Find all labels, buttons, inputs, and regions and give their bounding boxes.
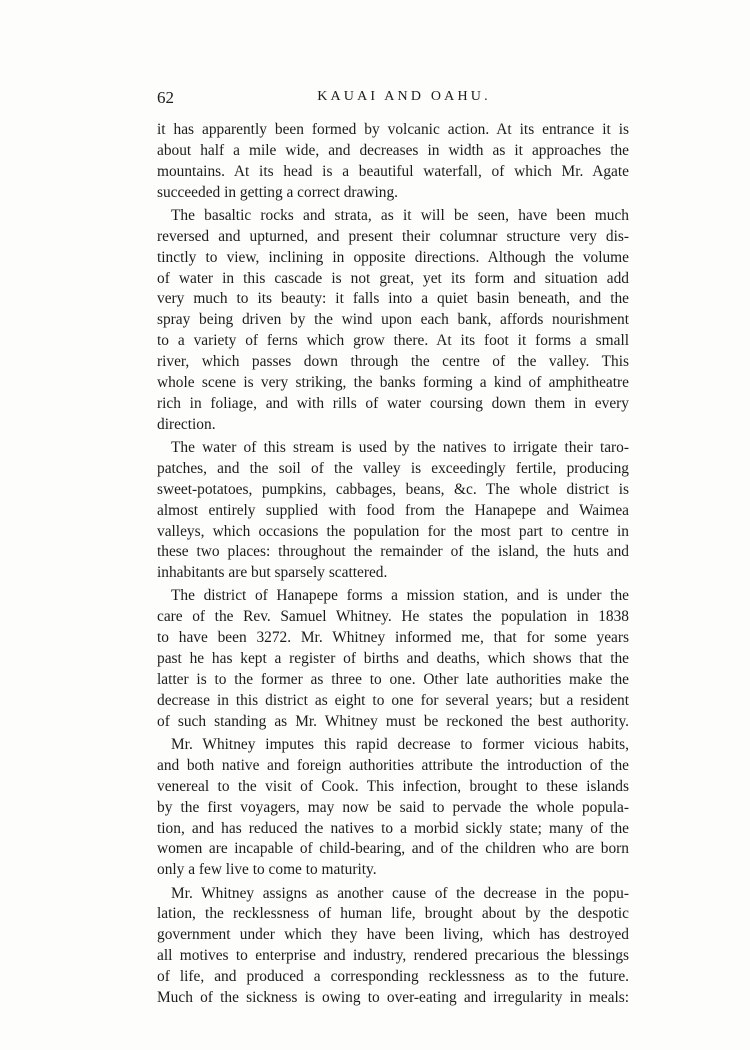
text-line: about half a mile wide, and decreases in width as it approaches the (157, 141, 629, 159)
text-line: care of the Rev. Samuel Whitney. He states the population in 1838 (157, 608, 629, 626)
text-line: venereal to the visit of Cook. This infection, brought to these islands (157, 777, 629, 795)
text-line: government under which they have been living, which has destroyed (157, 926, 629, 944)
text-line: all motives to enterprise and industry, rendered precarious the blessings (157, 947, 629, 965)
text-line: direction. (157, 415, 216, 433)
text-line: it has apparently been formed by volcanic action. At its entrance it is (157, 121, 629, 138)
text-line: reversed and upturned, and present their columnar structure very dis- (157, 227, 629, 245)
text-line: tinctly to view, inclining in opposite directions. Although the volume (157, 248, 629, 266)
text-line: of such standing as Mr. Whitney must be reckoned the best authority. (157, 712, 629, 730)
text-line: lation, the recklessness of human life, brought about by the despotic (157, 905, 629, 923)
text-line: tion, and has reduced the natives to a morbid sickly state; many of the (157, 819, 629, 837)
text-line: spray being driven by the wind upon each bank, affords nourishment (157, 311, 629, 329)
text-line: past he has kept a register of births and deaths, which shows that the (157, 650, 629, 668)
paragraph-2 (157, 206, 629, 436)
paragraph-4 (157, 586, 629, 732)
text-line: patches, and the soil of the valley is exceedingly fertile, producing (157, 459, 629, 477)
paragraph-3 (157, 438, 629, 584)
text-line: inhabitants are but sparsely scattered. (157, 564, 388, 582)
text-line: The district of Hanapepe forms a mission station, and is under the (171, 587, 629, 605)
text-line: rich in foliage, and with rills of water coursing down them in every (157, 394, 629, 412)
text-line: sweet-potatoes, pumpkins, cabbages, beans, &c. The whole district is (157, 480, 629, 498)
text-line: by the first voyagers, may now be said to pervade the whole popula- (157, 798, 629, 816)
text-line: these two places: throughout the remainder of the island, the huts and (157, 543, 629, 561)
text-line: very much to its beauty: it falls into a quiet basin beneath, and the (157, 290, 629, 308)
text-line: of life, and produced a corresponding recklessness as to the future. (157, 968, 629, 986)
running-title: KAUAI AND OAHU. (317, 89, 491, 104)
text-line: almost entirely supplied with food from the Hanapepe and Waimea (157, 501, 629, 519)
text-line: whole scene is very striking, the banks forming a kind of amphitheatre (157, 373, 629, 391)
text-line: The basaltic rocks and strata, as it will be seen, have been much (171, 206, 629, 224)
text-line: river, which passes down through the centre of the valley. This (157, 353, 629, 371)
text-line: to a variety of ferns which grow there. At its foot it forms a small (157, 332, 629, 350)
paragraph-5 (157, 735, 629, 881)
running-head (157, 86, 629, 112)
text-line: decrease in this district as eight to one for several years; but a resident (157, 691, 629, 709)
text-line: succeeded in getting a correct drawing. (157, 183, 399, 201)
text-line: only a few live to come to maturity. (157, 861, 377, 879)
text-line: The water of this stream is used by the natives to irrigate their taro- (171, 438, 629, 456)
text-line: latter is to the former as three to one. Other late authorities make the (157, 671, 629, 689)
text-line: Mr. Whitney imputes this rapid decrease to former vicious habits, (171, 736, 629, 754)
text-line: valleys, which occasions the population for the most part to centre in (157, 522, 629, 540)
text-line: mountains. At its head is a beautiful waterfall, of which Mr. Agate (157, 162, 629, 180)
body-text (157, 120, 629, 1009)
paragraph-1 (157, 120, 629, 204)
text-line: to have been 3272. Mr. Whitney informed me, that for some years (157, 629, 629, 647)
text-line: Mr. Whitney assigns as another cause of the decrease in the popu- (171, 884, 629, 902)
text-line: Much of the sickness is owing to over-eating and irregularity in meals: (157, 989, 629, 1006)
text-line: of water in this cascade is not great, yet its form and situation add (157, 269, 629, 287)
text-line: and both native and foreign authorities attribute the introduction of the (157, 756, 629, 774)
paragraph-6 (157, 884, 629, 1009)
text-line: women are incapable of child-bearing, and of the children who are born (157, 840, 629, 858)
page-number: 62 (157, 88, 174, 107)
